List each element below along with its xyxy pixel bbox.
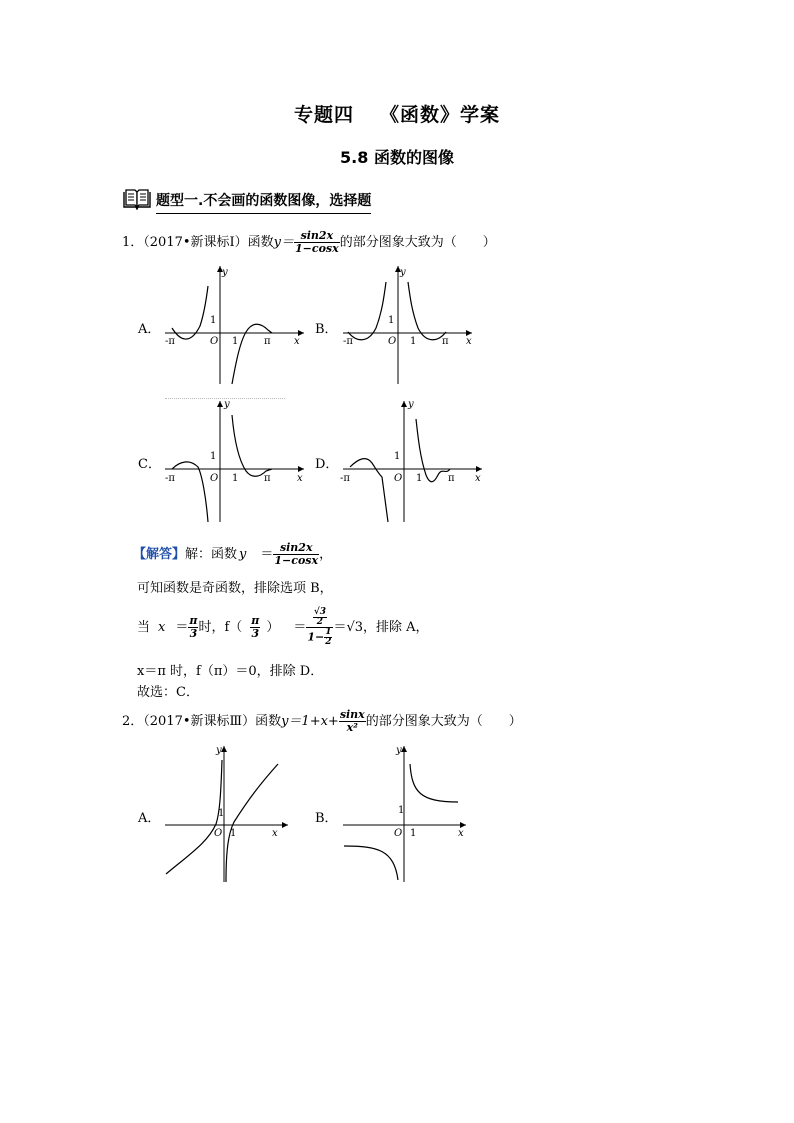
- svg-text:1: 1: [410, 336, 417, 347]
- function-prefix: y＝1+x+: [281, 714, 339, 729]
- solution-text: ，: [319, 547, 333, 562]
- complex-numerator: [306, 608, 333, 628]
- title-part1: 专题四: [293, 104, 354, 126]
- svg-text:x: x: [297, 473, 303, 484]
- svg-text:1: 1: [218, 808, 225, 819]
- solution-var: y: [239, 547, 247, 562]
- svg-text:1: 1: [388, 315, 395, 326]
- fraction-numerator: 1: [325, 627, 332, 637]
- fraction-numerator: sin2x: [294, 230, 340, 243]
- solution-line-2: 可知函数是奇函数，排除选项 B，: [137, 581, 333, 596]
- svg-text:y: y: [216, 745, 222, 756]
- svg-text:1: 1: [416, 473, 423, 484]
- fraction-numerator: sinx: [339, 708, 365, 721]
- svg-text:x: x: [272, 828, 278, 839]
- fraction-numerator: √3: [313, 607, 326, 617]
- solution-line-3: [137, 608, 429, 647]
- fraction-denominator: 1−cosx: [295, 242, 339, 255]
- svg-text:-π: -π: [343, 336, 353, 347]
- svg-text:O: O: [210, 336, 219, 347]
- svg-text:π: π: [264, 473, 271, 484]
- svg-text:y: y: [408, 399, 414, 410]
- graph-1d: [338, 397, 488, 525]
- function-fraction: [339, 709, 366, 734]
- fraction-denominator: 3: [189, 627, 198, 640]
- option-label-b: B．: [315, 811, 338, 826]
- svg-text:O: O: [388, 336, 397, 347]
- solution-tag: 【解答】: [133, 547, 186, 562]
- question-2-stem: [122, 709, 522, 734]
- fraction-numerator: π: [251, 614, 260, 627]
- svg-text:-π: -π: [165, 336, 175, 347]
- svg-text:1: 1: [398, 805, 405, 816]
- fraction-numerator: π: [189, 614, 198, 627]
- fraction-denominator: 3: [251, 627, 260, 640]
- solution-line-4: x＝π 时，f（π）＝0，排除 D．: [137, 664, 324, 679]
- title-part2: 《函数》学案: [380, 104, 501, 126]
- solution-eq: ＝: [260, 547, 274, 562]
- denominator-text: 1−: [307, 630, 325, 644]
- solution-text: 当: [137, 620, 151, 635]
- solution-text: 解：函数: [185, 547, 238, 562]
- pi-over-3: [250, 615, 260, 640]
- fraction-denominator: x²: [346, 721, 358, 734]
- solution-text: 时，f（: [198, 620, 243, 635]
- function-fraction: [294, 230, 340, 255]
- page-subtitle: 5.8 函数的图像: [340, 148, 454, 167]
- svg-text:-π: -π: [165, 473, 175, 484]
- option-label-a: A．: [138, 811, 161, 826]
- fraction-denominator: 1−cosx: [274, 554, 319, 567]
- svg-text:x: x: [475, 473, 481, 484]
- svg-text:π: π: [442, 336, 449, 347]
- graph-2a: [160, 742, 300, 884]
- svg-text:-π: -π: [340, 473, 350, 484]
- section-label: 题型一.不会画的函数图像，选择题: [156, 190, 371, 214]
- solution-text: ＝√3，排除 A，: [333, 620, 429, 635]
- svg-text:1: 1: [230, 828, 237, 839]
- fraction-denominator: 2: [325, 637, 332, 647]
- option-label-c: C．: [138, 457, 161, 472]
- function-prefix: y＝: [273, 235, 295, 250]
- question-source: （2017•新课标Ⅰ）函数: [143, 235, 274, 250]
- svg-text:O: O: [210, 473, 219, 484]
- complex-denominator: [306, 628, 333, 647]
- svg-text:x: x: [458, 828, 464, 839]
- solution-text: ）: [266, 620, 280, 635]
- graph-1c: [160, 397, 310, 525]
- solution-line-5: 故选：C．: [137, 685, 199, 700]
- svg-text:O: O: [394, 828, 403, 839]
- svg-text:y: y: [222, 267, 228, 278]
- complex-fraction: [306, 608, 333, 647]
- pi-over-3: [188, 615, 198, 640]
- svg-text:1: 1: [232, 473, 239, 484]
- svg-text:1: 1: [410, 828, 417, 839]
- open-book-icon: [122, 188, 152, 210]
- question-number: 2．: [122, 714, 144, 729]
- svg-text:1: 1: [210, 451, 217, 462]
- question-number: 1．: [122, 235, 144, 250]
- svg-text:1: 1: [210, 315, 217, 326]
- svg-text:O: O: [394, 473, 403, 484]
- fraction-numerator: sin2x: [273, 542, 319, 555]
- svg-text:1: 1: [394, 451, 401, 462]
- solution-line-1: [133, 542, 332, 567]
- solution-var: x: [158, 620, 166, 635]
- svg-text:1: 1: [232, 336, 239, 347]
- solution-eq: ＝: [293, 620, 307, 635]
- graph-1a: [160, 262, 310, 387]
- page-title: [0, 100, 794, 127]
- svg-text:y: y: [224, 399, 230, 410]
- option-label-b: B．: [315, 322, 338, 337]
- svg-text:O: O: [214, 828, 223, 839]
- svg-text:y: y: [400, 267, 406, 278]
- question-source: （2017•新课标Ⅲ）函数: [143, 714, 282, 729]
- option-label-a: A．: [138, 322, 161, 337]
- svg-text:π: π: [448, 473, 455, 484]
- question-1-stem: [122, 230, 496, 255]
- fraction-denominator: 2: [316, 617, 324, 627]
- option-label-d: D．: [315, 457, 339, 472]
- svg-text:y: y: [396, 745, 402, 756]
- svg-text:π: π: [264, 336, 271, 347]
- question-stem-suffix: 的部分图象大致为（ ）: [365, 714, 522, 729]
- graph-1b: [338, 262, 488, 387]
- graph-2b: [338, 742, 478, 884]
- solution-eq: ＝: [175, 620, 189, 635]
- svg-text:x: x: [294, 336, 300, 347]
- svg-text:x: x: [466, 336, 472, 347]
- question-stem-suffix: 的部分图象大致为（ ）: [339, 235, 496, 250]
- solution-fraction: [273, 542, 319, 567]
